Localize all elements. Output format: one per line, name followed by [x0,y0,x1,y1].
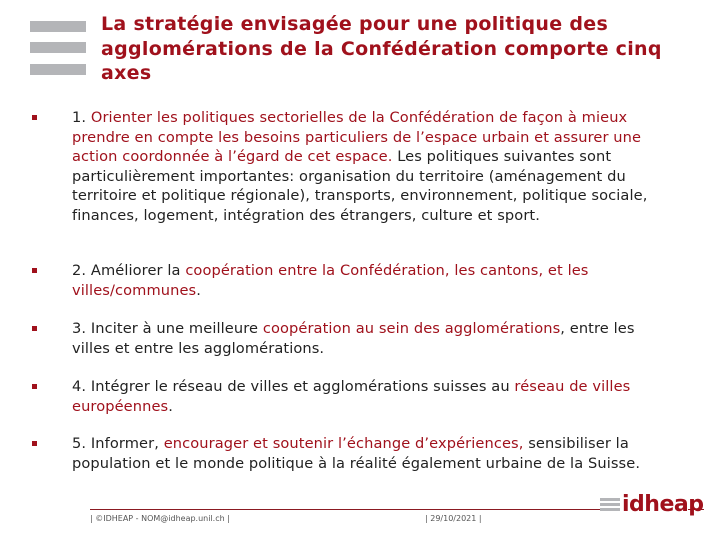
list-item [72,261,672,300]
item-highlight: coopération au sein des agglomérations [262,320,561,337]
bullet-icon [32,115,37,120]
item-text: 4. Intégrer le réseau de villes et agglomérations suisses au [72,378,515,395]
footer-divider [90,509,600,510]
decor-bar [30,64,86,75]
bullet-icon [32,384,37,389]
list-item [72,108,672,225]
item-text: sensibiliser la population et le monde politique à la réalité également urbaine de la Suisse. [72,435,641,472]
item-highlight: coopération entre la Confédération, les cantons, et les villes/communes [72,262,589,299]
item-highlight: Orienter les politiques sectorielles de la Confédération de façon à mieux prendre en compte les besoins particuliers de l’espace urbain et assurer une action coordonnée à l’égard de cet espace. [72,109,642,165]
idheap-logo [600,492,703,517]
list-item [72,319,672,358]
item-highlight: réseau de villes européennes [72,378,631,415]
item-text: Les politiques suivantes sont particulièrement importantes: organisation du territoire (aménagement du territoire et politique régionale), transports, environnement, politique sociale, finances, logement, intégration des étrangers, culture et sport. [72,148,648,224]
list-item [72,377,672,416]
list-item [72,434,672,473]
bullet-icon [32,268,37,273]
decor-bar [30,21,86,32]
bullet-icon [32,326,37,331]
item-text: 5. Informer, [72,435,164,452]
footer-date: | 29/10/2021 | [425,514,482,523]
footer-copyright: | ©IDHEAP - NOM@idheap.unil.ch | [90,514,230,523]
decor-bar [30,42,86,53]
item-text: . [196,281,202,299]
item-text: 1. [72,109,91,126]
item-highlight: encourager et soutenir l’échange d’expériences, [163,435,524,452]
slide-title: La stratégie envisagée pour une politique des agglomérations de la Confédération comporte cinq axes [101,13,662,84]
item-text: 2. Améliorer la [72,262,186,279]
item-text: . [168,397,173,415]
item-text: 3. Inciter à une meilleure [72,320,263,337]
bullet-icon [32,441,37,446]
logo-text: idheap [622,492,704,517]
logo-lines-icon [600,496,620,513]
item-text: , entre les villes et entre les agglomérations. [72,320,635,357]
